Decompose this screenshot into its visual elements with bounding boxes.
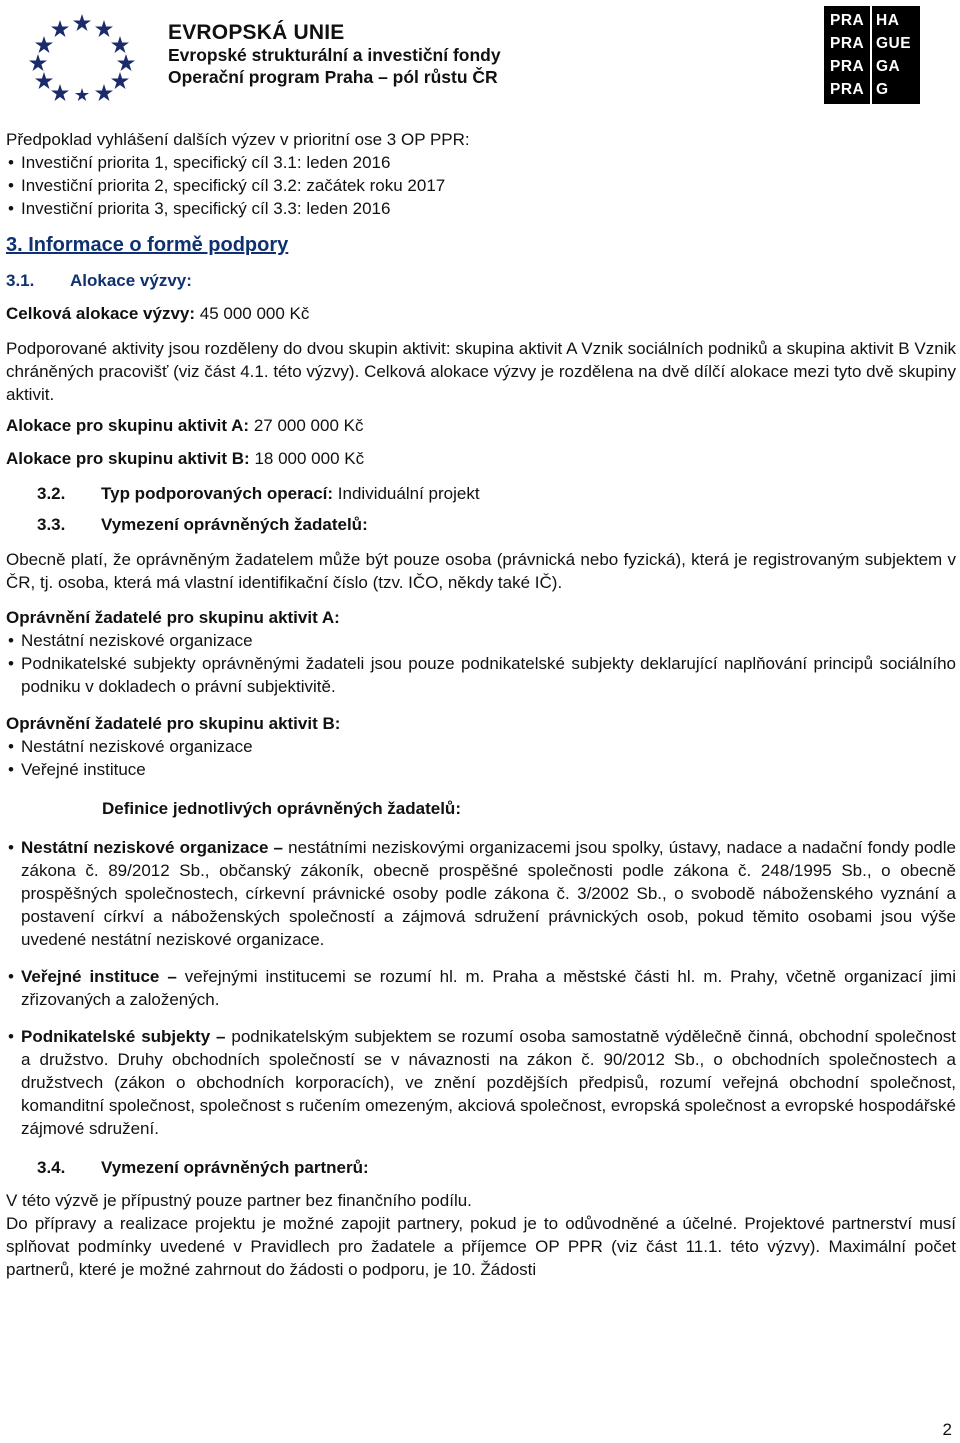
eu-subtitle: Evropské strukturální a investiční fondy (168, 45, 501, 65)
section-title: Vymezení oprávněných žadatelů: (101, 515, 368, 534)
allocation-b-label: Alokace pro skupinu aktivit B: (6, 449, 250, 468)
definition-term: Podnikatelské subjekty (21, 1027, 211, 1046)
group-a-title: Oprávnění žadatelé pro skupinu aktivit A: (6, 608, 340, 627)
eu-logo-text (168, 22, 501, 88)
definition-dash: – (210, 1027, 232, 1046)
total-allocation-label: Celková alokace výzvy: (6, 304, 196, 323)
praha-cell: HA (876, 12, 900, 29)
praha-cell: PRA (830, 58, 865, 75)
definition-text: veřejnými institucemi se rozumí hl. m. Praha a městské části hl. m. Prahy, včetně organizací jimi zřizovaných a založených. (21, 967, 956, 1009)
definition-term: Veřejné instituce (21, 967, 160, 986)
section-title: Vymezení oprávněných partnerů: (101, 1158, 369, 1177)
section-number: 3.3. (37, 515, 66, 534)
definition-item (6, 1025, 956, 1140)
list-item: • Investiční priorita 2, specifický cíl 3.2: začátek roku 2017 (6, 174, 956, 197)
definitions-title: Definice jednotlivých oprávněných žadatelů: (102, 799, 461, 818)
section-number: 3.1. (6, 271, 35, 290)
list-item: • Nestátní neziskové organizace (6, 629, 956, 652)
section-3-3-heading (6, 513, 956, 536)
applicants-paragraph-b: osoba, která má vlastní identifikační číslo (tzv. IČO, někdy také IČ). (53, 573, 563, 592)
group-b-title: Oprávnění žadatelé pro skupinu aktivit B: (6, 714, 341, 733)
section-3-2 (6, 482, 956, 505)
list-item: • Nestátní neziskové organizace (6, 735, 956, 758)
document-body (6, 128, 956, 1281)
definitions-list-2 (6, 965, 956, 1011)
allocation-a-value: 27 000 000 Kč (249, 416, 364, 435)
praha-cell: PRA (830, 12, 865, 29)
definition-text: nestátními neziskovými organizacemi jsou spolky, ústavy, nadace a nadační fondy podle zákona č. 89/2012 Sb., občanský zákoník, obecně prospěšné společnosti podle zákona č. 248/1995 Sb., o obecně prospěšných společnostech, církevní právnické osoby podle zákona č. 3/2002 Sb., o svobodě náboženského vyznání a postavení církví a náboženských společností a zájmová sdružení právnických osob, pokud těmito osobami jsou výše uvedené nestátní neziskové organizace. (21, 838, 956, 949)
eu-title: EVROPSKÁ UNIE (168, 21, 345, 44)
allocation-b (6, 447, 956, 470)
eu-flag-logo (8, 8, 156, 104)
page-header (0, 0, 960, 110)
list-item: • Podnikatelské subjekty oprávněnými žadateli jsou pouze podnikatelské subjekty deklarující naplňování principů sociálního podniku v dokladech o právní subjektivitě. (6, 652, 956, 698)
praha-cell: GA (876, 58, 901, 75)
definition-dash: – (268, 838, 289, 857)
section-3-heading: 3. Informace o formě podpory (6, 234, 289, 256)
list-item: • Investiční priorita 1, specifický cíl 3.1: leden 2016 (6, 151, 956, 174)
definition-item (6, 836, 956, 951)
praha-logo-divider (870, 6, 872, 104)
definitions-list (6, 836, 956, 951)
partners-line: V této výzvě je přípustný pouze partner bez finančního podílu. (6, 1191, 472, 1210)
section-number: 3.2. (37, 484, 66, 503)
section-title: Alokace výzvy: (70, 271, 192, 290)
page-number: 2 (942, 1420, 952, 1439)
total-allocation (6, 302, 956, 325)
praha-cell: G (876, 81, 889, 98)
applicants-paragraph (6, 548, 956, 594)
allocation-paragraph-b: Celková alokace výzvy je rozdělena na dvě dílčí alokace mezi tyto dvě skupiny aktivit. (6, 362, 956, 404)
section-number: 3.4. (37, 1158, 66, 1177)
partners-paragraph: Do přípravy a realizace projektu je možné zapojit partnery, pokud je to odůvodněné a účelné. Projektové partnerství musí splňovat podmínky uvedené v Pravidlech pro žadatele a příjemce OP PPR (viz část 11.1. této výzvy). Maximální počet partnerů, které je možné zahrnout do žádosti o podporu, je 10. Žádosti (6, 1214, 956, 1279)
allocation-a-label: Alokace pro skupinu aktivit A: (6, 416, 250, 435)
section-3-1-heading (6, 269, 956, 292)
allocation-paragraph (6, 337, 956, 406)
allocation-a (6, 414, 956, 437)
definition-text: podnikatelským subjektem se rozumí osoba samostatně výdělečně činná, obchodní společnost a družstvo. Druhy obchodních společností se v návaznosti na zákon č. 90/2012 Sb., o obchodních společnostech a družstvech (zákon o obchodních korporacích), ve znění pozdějších předpisů, rozumí veřejná obchodní společnost, komanditní společnost, společnost s ručením omezeným, akciová společnost, evropská společnost a evropské hospodářské zájmové sdružení. (21, 1027, 956, 1138)
definition-item (6, 965, 956, 1011)
section-title: Typ podporovaných operací: (101, 484, 334, 503)
praha-cell: PRA (830, 35, 865, 52)
definition-dash: – (159, 967, 185, 986)
total-allocation-value: 45 000 000 Kč (195, 304, 310, 323)
group-b-list (6, 735, 956, 781)
section-3-4-heading (6, 1156, 956, 1179)
praha-cell: GUE (876, 35, 912, 52)
applicants-paragraph-a: Obecně platí, že oprávněným žadatelem může být pouze osoba (právnická nebo fyzická), která je registrovaným subjektem v ČR, tj. (6, 550, 956, 592)
list-item: • Veřejné instituce (6, 758, 956, 781)
list-item: • Investiční priorita 3, specifický cíl 3.3: leden 2016 (6, 197, 956, 220)
allocation-paragraph-a: Podporované aktivity jsou rozděleny do dvou skupin aktivit: skupina aktivit A Vznik sociálních podniků a skupina aktivit B Vznik chráněných pracovišť (viz část 4.1. této výzvy). (6, 339, 956, 381)
praha-logo (824, 6, 920, 104)
definition-term: Nestátní neziskové organizace (21, 838, 269, 857)
eu-program: Operační program Praha – pól růstu ČR (168, 67, 498, 87)
intro-list (6, 151, 956, 220)
eu-stars-icon (8, 8, 156, 104)
praha-cell: PRA (830, 81, 865, 98)
operation-type-value: Individuální projekt (333, 484, 480, 503)
intro-line: Předpoklad vyhlášení dalších výzev v prioritní ose 3 OP PPR: (6, 130, 470, 149)
definitions-list-3 (6, 1025, 956, 1140)
group-a-list (6, 629, 956, 698)
allocation-b-value: 18 000 000 Kč (249, 449, 365, 468)
